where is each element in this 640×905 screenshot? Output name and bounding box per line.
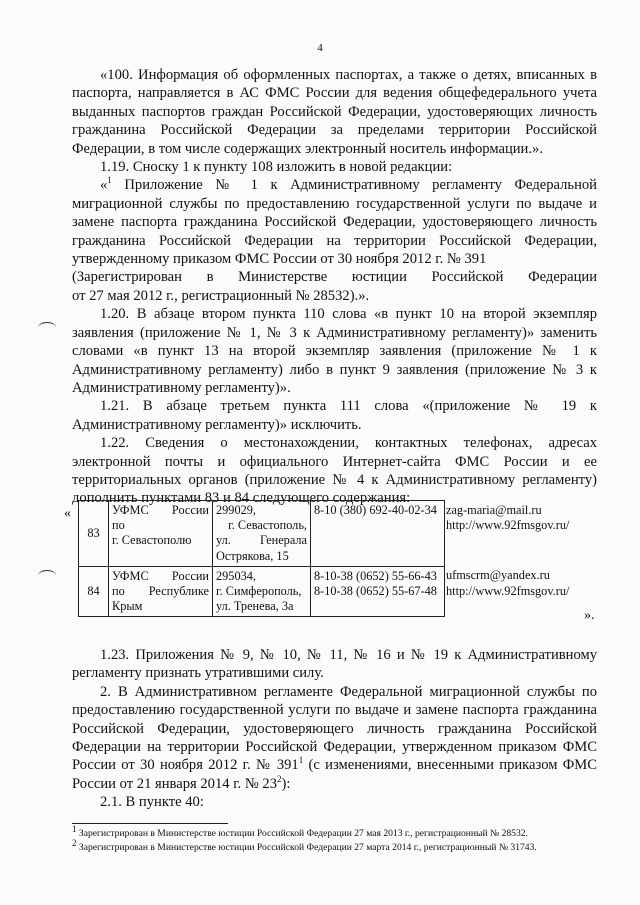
footnote-text: Зарегистрирован в Министерстве юстиции Российской Федерации 27 мая 2013 г., регистрационный № 28532. [76, 828, 528, 839]
footnote-mark: 1 [107, 175, 112, 186]
web-cell [445, 501, 585, 567]
paragraph-1-22: 1.22. Сведения о местонахождении, контактных телефонах, адресах электронной почты и официального Интернет-сайта ФМС России и ее территориальных органов (приложение № 4 к Административному регламенту) дополнить пунктами 83 и 84 следующего содержания: [72, 435, 597, 507]
margin-mark-icon [38, 570, 56, 581]
reg-word: (Зарегистрирован [72, 269, 182, 286]
address-line: ул. Тренева, 3а [216, 599, 294, 614]
org-cell [109, 566, 213, 617]
address-line: г. Симферополь, [216, 584, 302, 599]
paragraph-2-text: 2. В Административном регламенте Федеральной миграционной службы по предоставлению государственной услуги по выдаче и замене паспорта гражданина Российской Федерации, удостоверяющего личность гражданина Российской Федерации на территории Российской Федерации, утвержденном приказом ФМС России от 30 ноября 2012 г. № 391 [72, 683, 597, 774]
email-text: zag-maria@mail.ru [446, 502, 542, 517]
web-cell [445, 566, 585, 617]
paragraph-100: «100. Информация об оформленных паспортах, а также о детях, вписанных в паспорта, направляется в АС ФМС России для ведения общефедерального учета выданных паспортов граждан Российской Федерации, удостоверяющих личность гражданина Российской Федерации за пределами территории Российской Федерации, в том числе содержащих электронный носитель информации.». [72, 67, 597, 157]
phone-line: 8-10-38 (0652) 55-67-48 [314, 584, 437, 599]
reg-word: Министерстве [238, 269, 328, 286]
contacts-table [78, 500, 585, 617]
website-text: http://www.92fmsgov.ru/ [446, 517, 570, 532]
footnote-body: Приложение № 1 к Административному регламенту Федеральной миграционной службы по предоставлению государственной услуги по выдаче и замене паспорта гражданина Российской Федерации, удостоверяющего личность гражданина Российской Федерации на территории Российской Федерации, утвержденному приказом ФМС России от 30 ноября 2012 г. № 391 [72, 177, 597, 268]
footnote-mark: 2 [72, 837, 77, 848]
page-number: 4 [317, 42, 323, 54]
org-word: УФМС [112, 503, 149, 517]
table-open-quote: « [64, 506, 71, 521]
paragraph-1-19: 1.19. Сноску 1 к пункту 108 изложить в новой редакции: [100, 159, 453, 176]
footnote-1 [72, 823, 612, 840]
footnote-mark: 1 [72, 823, 77, 834]
org-word: УФМС [112, 568, 149, 583]
org-line: г. Севастополю [112, 533, 192, 548]
paragraph-2-1: 2.1. В пункте 40: [100, 794, 204, 811]
footnote-2 [72, 837, 612, 854]
registration-end: от 27 мая 2012 г., регистрационный № 28532).». [72, 287, 370, 304]
paragraph-1-23: 1.23. Приложения № 9, № 10, № 11, № 16 и № 19 к Административному регламенту признать утратившими силу. [72, 647, 597, 682]
reg-word: Российской [431, 269, 504, 286]
org-line: Крым [112, 599, 143, 614]
paragraph-1-21: 1.21. В абзаце третьем пункта 111 слова «(приложение № 19 к Административному регламенту)» исключить. [72, 398, 597, 433]
open-quote: « [100, 177, 108, 194]
org-word: России [171, 568, 209, 583]
phone-cell [311, 501, 445, 567]
reg-word: Федерации [528, 269, 598, 286]
org-line: по [112, 518, 125, 533]
phone-line: 8-10-38 (0652) 55-66-43 [314, 568, 437, 583]
address-line: г. Севастополь, [228, 518, 307, 533]
paragraph-1-19-footnote-text [72, 176, 597, 268]
paragraph-1-20: 1.20. В абзаце втором пункта 110 слова «в пункт 10 на второй экземпляр заявления (приложение № 1, № 3 к Административному регламенту)» заменить словами «в пункт 13 на второй экземпляр заявления (приложение № 1 к Административному регламенту) либо в пункт 9 заявления (приложение № 3 к Административному регламенту)». [72, 306, 597, 396]
table-row [79, 566, 585, 617]
reg-word: в [206, 269, 214, 286]
margin-mark-icon [38, 322, 56, 333]
footnote-mark: 1 [298, 755, 304, 766]
website-text: http://www.92fmsgov.ru/ [446, 583, 570, 598]
paragraph-2-text: (с изменениями, внесенными приказом ФМС России от 21 января 2014 г. № 23 [72, 757, 597, 792]
org-word: России [171, 503, 209, 517]
address-line: Острякова, 15 [216, 548, 289, 563]
phone-cell [311, 566, 445, 617]
registration-line [72, 268, 597, 286]
paragraph-2 [72, 683, 597, 793]
row-number: 83 [79, 501, 109, 567]
org-word: по [112, 584, 125, 599]
document-body-continued [72, 646, 597, 812]
address-line: 299029, [216, 503, 256, 517]
address-line: 295034, [216, 568, 256, 583]
org-word: Республике [148, 584, 209, 599]
footnote-mark: 2 [277, 773, 282, 784]
address-word: ул. [216, 533, 231, 548]
email-text: ufmscrm@yandex.ru [446, 568, 550, 583]
table-close-quote: ». [584, 608, 595, 623]
footnote-separator [72, 823, 228, 824]
phone-line: 8-10 (380) 692-40-02-34 [314, 503, 437, 517]
address-cell [213, 566, 311, 617]
address-cell [213, 501, 311, 567]
address-word: Генерала [260, 533, 307, 548]
org-cell [109, 501, 213, 567]
table-row [79, 501, 585, 567]
document-body [72, 66, 597, 508]
reg-word: юстиции [351, 269, 407, 286]
footnote-text: Зарегистрирован в Министерстве юстиции Российской Федерации 27 марта 2014 г., регистрационный № 31743. [76, 842, 537, 853]
row-number: 84 [79, 566, 109, 617]
paragraph-2-text: ): [281, 775, 291, 792]
